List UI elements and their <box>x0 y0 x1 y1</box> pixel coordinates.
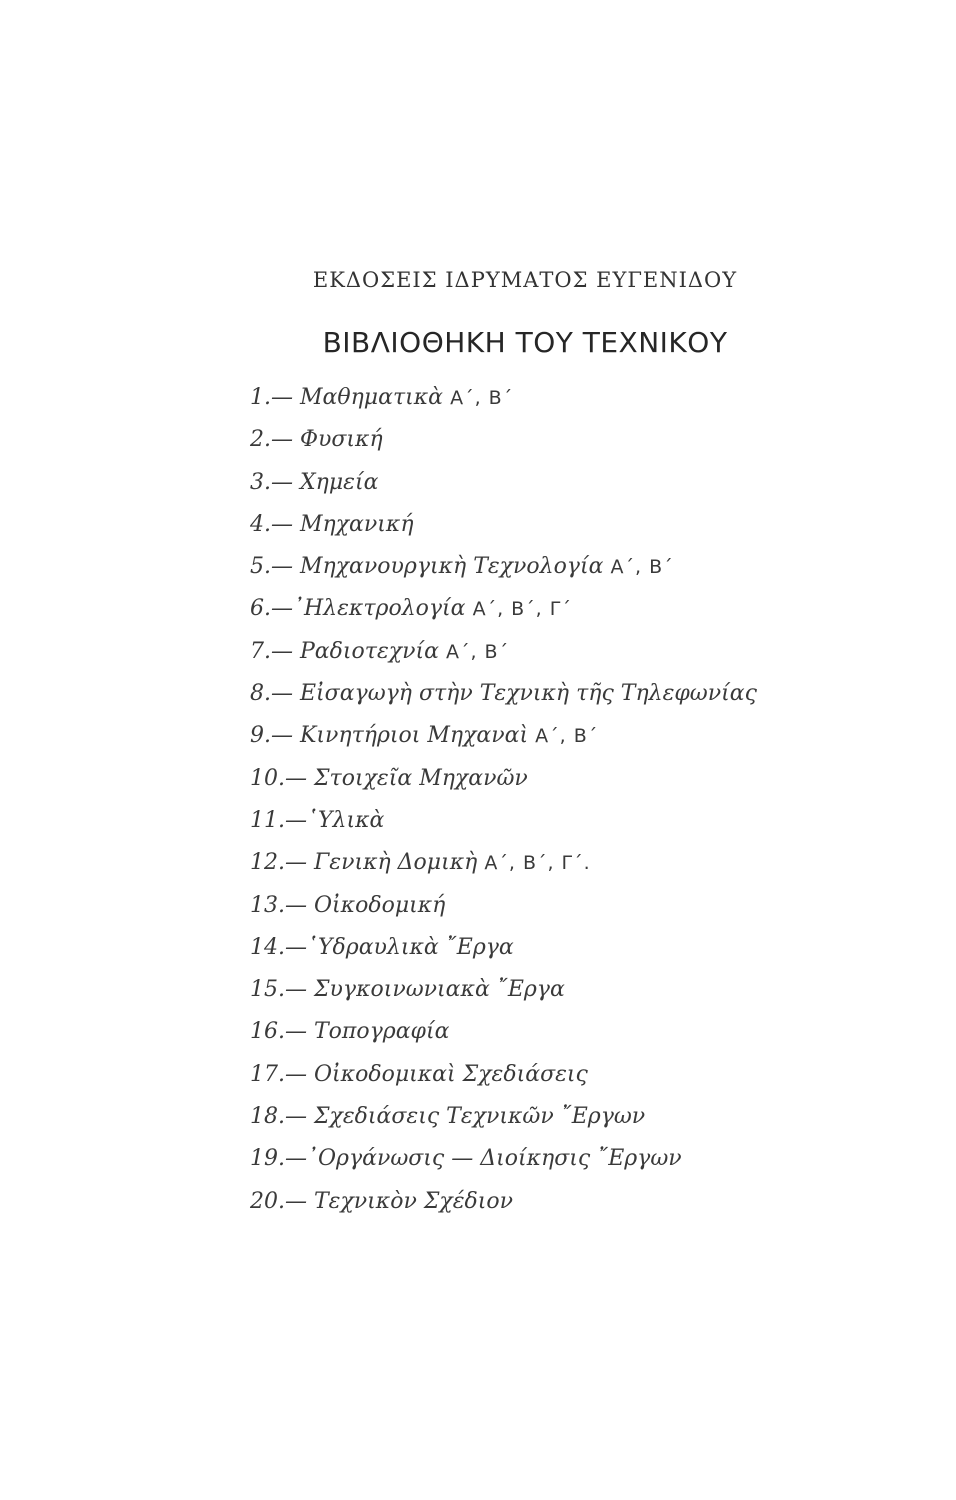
item-title: Γενικὴ Δομικὴ <box>307 850 478 876</box>
list-item <box>250 509 757 551</box>
item-number: 11.— <box>250 807 307 833</box>
item-title: Μαθηματικὰ <box>293 385 444 410</box>
list-item <box>250 551 757 593</box>
item-number: 16.— <box>250 1019 307 1045</box>
item-volumes: Α΄, Β΄, Γ΄ <box>465 598 572 621</box>
item-title: Στοιχεῖα Μηχανῶν <box>307 765 528 791</box>
item-number: 4.— <box>250 511 293 537</box>
item-number: 1.— <box>250 385 293 410</box>
item-number: 20.— <box>250 1188 307 1214</box>
list-item <box>250 467 757 509</box>
item-number: 5.— <box>250 554 293 580</box>
item-number: 7.— <box>250 638 293 664</box>
item-title: Κινητήριοι Μηχαναὶ <box>293 723 529 749</box>
item-volumes: Α΄, Β΄ <box>528 725 599 748</box>
list-item <box>250 382 757 424</box>
item-title: Συγκοινωνιακὰ ῎Εργα <box>307 977 565 1003</box>
list-item <box>250 1016 757 1058</box>
item-title: ῾Υλικὰ <box>307 807 385 833</box>
list-item <box>250 1101 757 1143</box>
publisher-heading: ΕΚΔΟΣΕΙΣ ΙΔΡΥΜΑΤΟΣ ΕΥΓΕΝΙΔΟΥ <box>312 268 738 292</box>
item-number: 15.— <box>250 977 307 1003</box>
item-number: 17.— <box>250 1061 307 1087</box>
list-item <box>250 720 757 762</box>
item-title: Μηχανουργικὴ Τεχνολογία <box>293 554 604 580</box>
item-title: Φυσική <box>293 427 383 453</box>
list-item <box>250 424 757 466</box>
list-item <box>250 847 757 889</box>
item-number: 6.— <box>250 596 293 622</box>
item-title: Τοπογραφία <box>307 1019 450 1045</box>
item-volumes: Α΄, Β΄ <box>443 387 514 409</box>
item-number: 8.— <box>250 681 293 707</box>
list-item <box>250 805 757 847</box>
list-item <box>250 1143 757 1185</box>
item-number: 13.— <box>250 892 307 918</box>
item-volumes: Α΄, Β΄, Γ΄. <box>477 852 591 875</box>
item-title: Μηχανική <box>293 511 414 537</box>
item-title: Σχεδιάσεις Τεχνικῶν ῎Εργων <box>307 1104 646 1130</box>
item-title: Χημεία <box>293 469 379 495</box>
item-volumes: Α΄, Β΄ <box>438 640 510 663</box>
item-title: Ραδιοτεχνία <box>293 638 439 664</box>
item-number: 3.— <box>250 469 293 495</box>
item-title: ᾿Ηλεκτρολογία <box>293 596 466 622</box>
item-title: Οἰκοδομική <box>307 892 446 918</box>
list-item <box>250 1186 757 1228</box>
list-item <box>250 1059 757 1101</box>
item-title: ῾Υδραυλικὰ ῎Εργα <box>307 934 514 960</box>
item-title: ᾿Οργάνωσις — Διοίκησις ῎Εργων <box>307 1146 682 1172</box>
item-number: 14.— <box>250 934 307 960</box>
series-title: ΒΙΒΛΙΟΘΗΚΗ ΤΟΥ ΤΕΧΝΙΚΟΥ <box>322 326 728 359</box>
list-item <box>250 763 757 805</box>
item-volumes: Α΄, Β΄ <box>603 556 674 579</box>
item-number: 2.— <box>250 427 293 453</box>
item-title: Οἰκοδομικαὶ Σχεδιάσεις <box>307 1061 588 1087</box>
book-list <box>250 382 757 1228</box>
list-item <box>250 890 757 932</box>
item-number: 9.— <box>250 723 293 749</box>
item-title: Τεχνικὸν Σχέδιον <box>307 1188 514 1214</box>
list-item <box>250 974 757 1016</box>
item-number: 12.— <box>250 850 307 876</box>
list-item <box>250 678 757 720</box>
item-number: 19.— <box>250 1146 307 1172</box>
item-number: 18.— <box>250 1104 307 1130</box>
list-item <box>250 932 757 974</box>
item-title: Εἰσαγωγὴ στὴν Τεχνικὴ τῆς Τηλεφωνίας <box>293 681 757 707</box>
item-number: 10.— <box>250 765 307 791</box>
list-item <box>250 636 757 678</box>
list-item <box>250 593 757 635</box>
